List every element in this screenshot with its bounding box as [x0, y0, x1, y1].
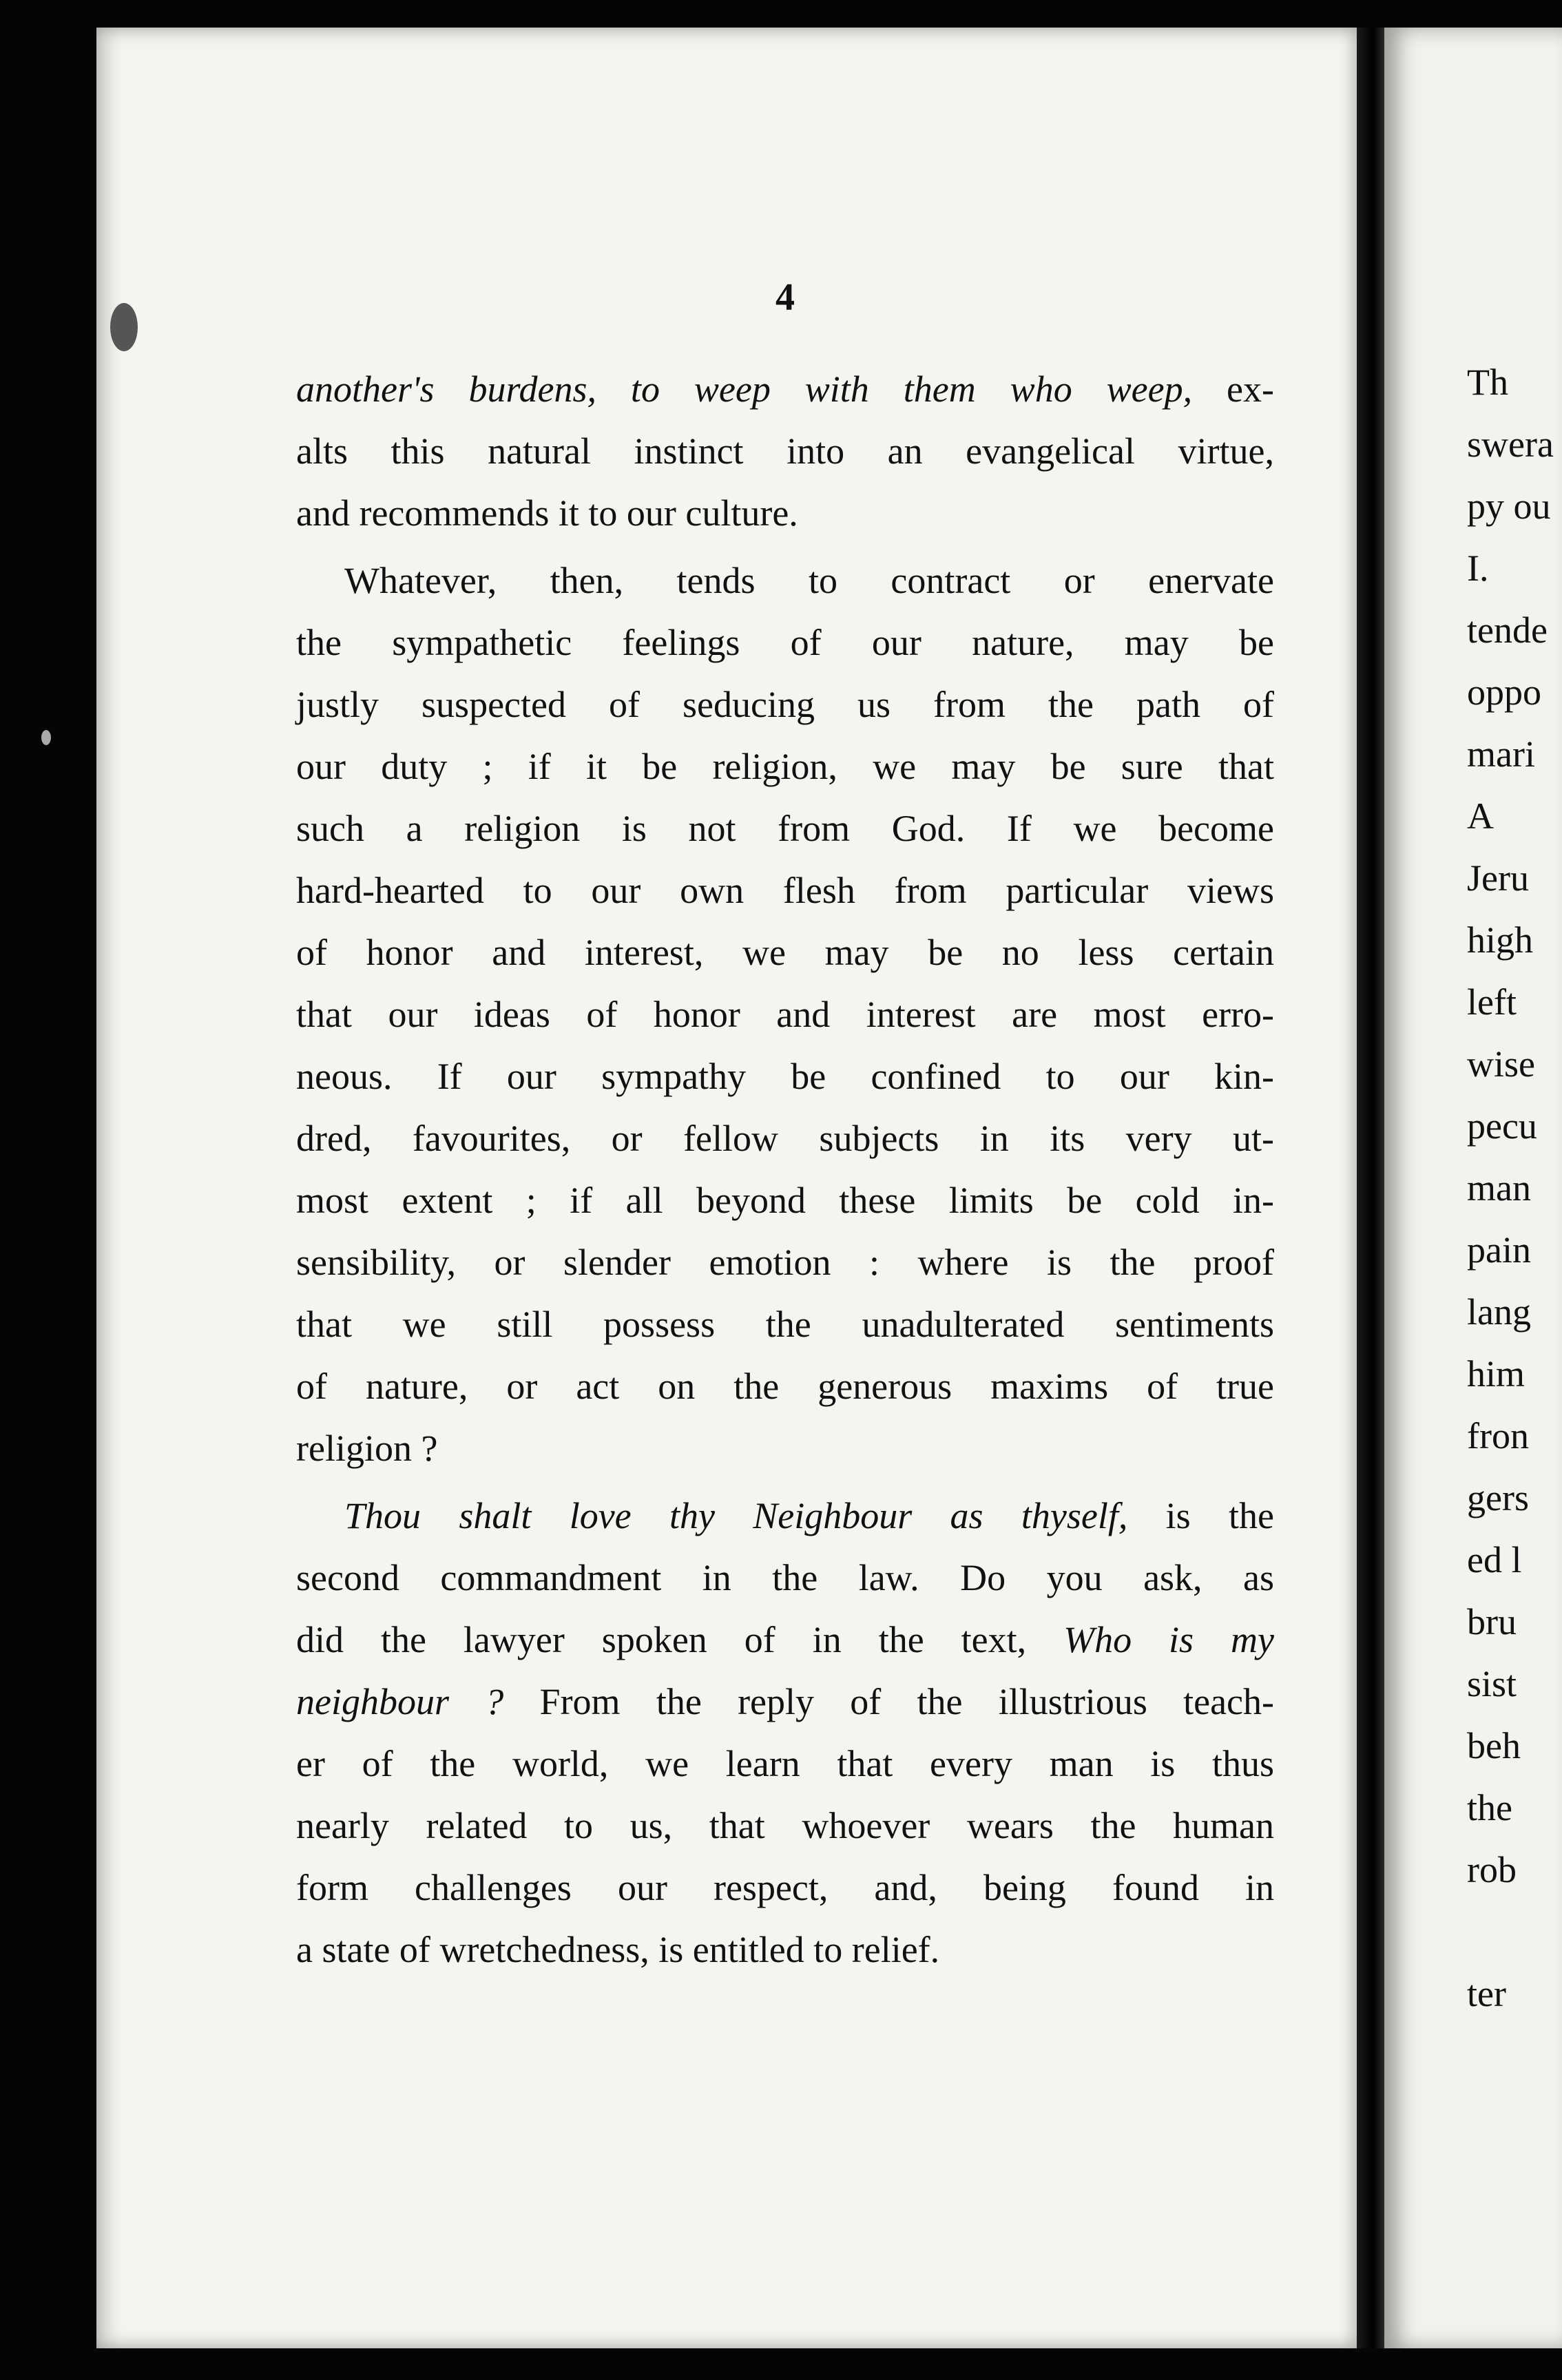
facing-line: bru — [1467, 1601, 1517, 1642]
text-line — [296, 1671, 1274, 1733]
page-stain — [110, 303, 138, 351]
text-line: alts this natural instinct into an evangelical virtue, — [296, 430, 1274, 472]
text-line: and recommends it to our culture. — [296, 492, 798, 534]
text-line: our duty ; if it be religion, we may be sure that — [296, 746, 1274, 787]
facing-line: py ou — [1467, 486, 1551, 527]
text-line: justly suspected of seducing us from the path of — [296, 684, 1274, 725]
facing-line: tende — [1467, 609, 1548, 651]
text-span: From the reply of the illustrious teach- — [503, 1681, 1274, 1722]
facing-line: high — [1467, 919, 1534, 961]
text-line: nearly related to us, that whoever wears the human — [296, 1805, 1274, 1846]
facing-line: beh — [1467, 1725, 1521, 1766]
facing-line: mari — [1467, 733, 1535, 775]
text-span: did the lawyer spoken of in the text, — [296, 1619, 1064, 1660]
text-line: of nature, or act on the generous maxims of true — [296, 1366, 1274, 1407]
facing-line: the — [1467, 1787, 1512, 1828]
text-line: second commandment in the law. Do you ask, as — [296, 1557, 1274, 1598]
text-line: hard-hearted to our own flesh from particular views — [296, 870, 1274, 911]
facing-line: Jeru — [1467, 857, 1529, 899]
facing-page-text — [1467, 351, 1554, 2025]
italic-phrase: Thou shalt love thy Neighbour as thyself, — [344, 1495, 1128, 1536]
text-line: form challenges our respect, and, being found in — [296, 1867, 1274, 1908]
text-line: most extent ; if all beyond these limits be cold in- — [296, 1180, 1274, 1221]
facing-line: Th — [1467, 362, 1508, 403]
text-line: religion ? — [296, 1428, 438, 1469]
italic-phrase: Who is my — [1063, 1619, 1275, 1660]
page-number: 4 — [775, 276, 795, 319]
facing-line: A — [1467, 795, 1494, 837]
text-line: sensibility, or slender emotion : where is the proof — [296, 1242, 1274, 1283]
italic-phrase: another's burdens, to weep with them who weep, — [296, 368, 1193, 410]
facing-line: man — [1467, 1167, 1531, 1209]
text-line — [296, 1485, 1274, 1547]
facing-line: swera — [1467, 424, 1554, 465]
text-line — [296, 358, 1274, 420]
text-line: neous. If our sympathy be confined to our kin- — [296, 1056, 1274, 1097]
text-line: Whatever, then, tends to contract or enervate — [344, 560, 1274, 601]
facing-line: pecu — [1467, 1105, 1537, 1147]
italic-phrase: neighbour ? — [296, 1681, 504, 1722]
page-stain — [41, 730, 51, 745]
facing-line: ed l — [1467, 1539, 1522, 1580]
text-line: a state of wretchedness, is entitled to relief. — [296, 1929, 940, 1970]
book-gutter — [1357, 28, 1384, 2348]
facing-line — [1467, 1901, 1554, 1963]
body-text — [296, 358, 1274, 1981]
text-line: that our ideas of honor and interest are most erro- — [296, 994, 1274, 1035]
text-span: ex- — [1192, 368, 1274, 410]
facing-line: left — [1467, 981, 1517, 1023]
facing-line: sist — [1467, 1663, 1517, 1704]
facing-line: I. — [1467, 547, 1489, 589]
text-line: such a religion is not from God. If we become — [296, 808, 1274, 849]
facing-line: fron — [1467, 1415, 1529, 1457]
text-line: that we still possess the unadulterated sentiments — [296, 1304, 1274, 1345]
text-line: dred, favourites, or fellow subjects in its very ut- — [296, 1118, 1274, 1159]
facing-line: ter — [1467, 1973, 1506, 2014]
text-span: is the — [1127, 1495, 1274, 1536]
text-line: er of the world, we learn that every man is thus — [296, 1743, 1274, 1784]
text-line: of honor and interest, we may be no less certain — [296, 932, 1274, 973]
facing-line: wise — [1467, 1043, 1535, 1085]
facing-line: gers — [1467, 1477, 1529, 1518]
text-line: the sympathetic feelings of our nature, may be — [296, 622, 1274, 663]
facing-line: him — [1467, 1353, 1525, 1395]
facing-line: rob — [1467, 1849, 1517, 1890]
facing-line: lang — [1467, 1291, 1531, 1333]
facing-line: oppo — [1467, 671, 1541, 713]
facing-line: pain — [1467, 1229, 1531, 1271]
text-line — [296, 1609, 1274, 1671]
